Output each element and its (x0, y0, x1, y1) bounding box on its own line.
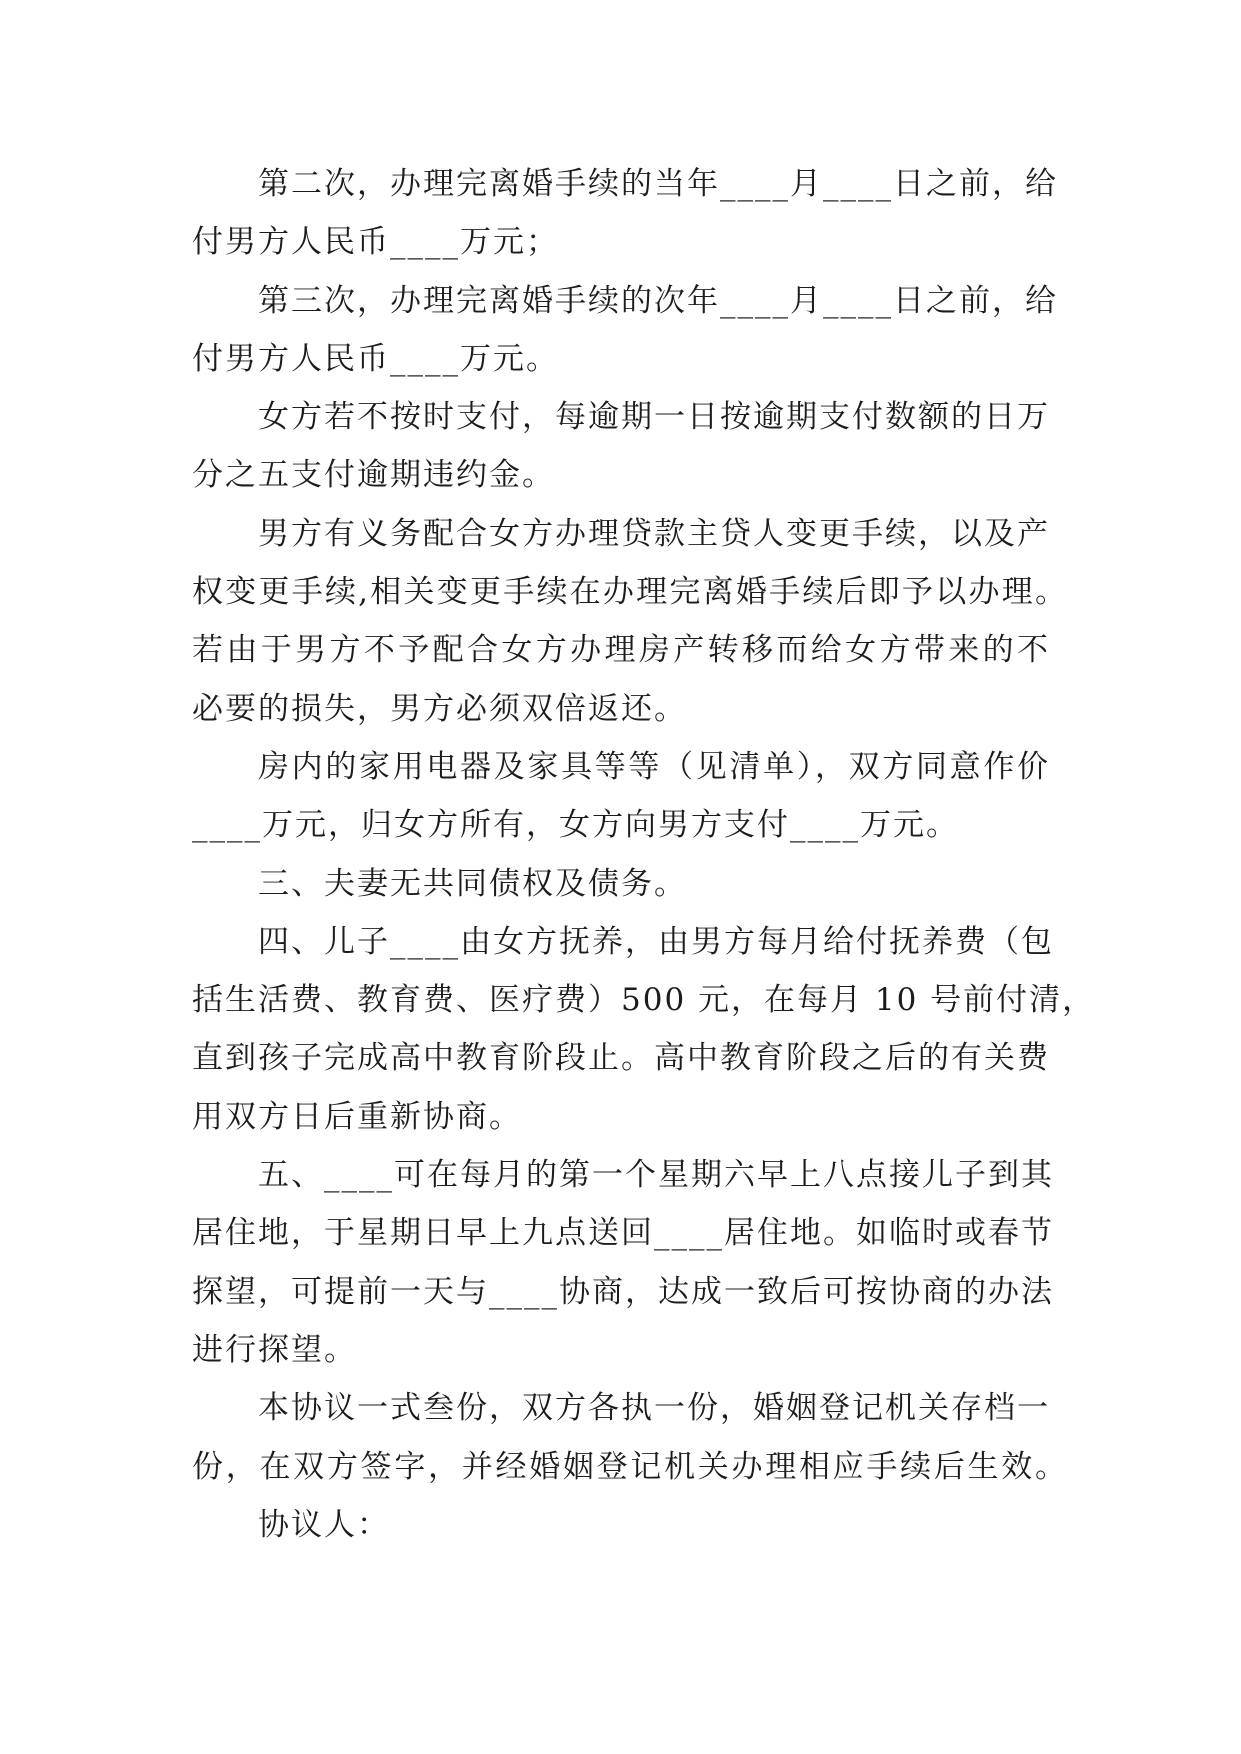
paragraph-line: 若由于男方不予配合女方办理房产转移而给女方带来的不 (192, 632, 1050, 669)
clause-visitation (192, 1146, 1054, 1379)
paragraph-line: 房内的家用电器及家具等等（见清单），双方同意作价 (258, 748, 1050, 785)
paragraph-line: 付男方人民币____万元。 (192, 340, 559, 377)
clause-appliances (192, 738, 1050, 855)
paragraph-line: 进行探望。 (192, 1331, 357, 1368)
paragraph-line: 女方若不按时支付，每逾期一日按逾期支付数额的日万 (258, 399, 1050, 436)
clause-debts (192, 855, 1050, 913)
paragraph-line: 第三次，办理完离婚手续的次年____月____日之前，给 (258, 282, 1058, 319)
paragraph-line: ____万元，归女方所有，女方向男方支付____万元。 (192, 807, 959, 844)
signatories-label (192, 1496, 1050, 1554)
paragraph-line: 四、儿子____由女方抚养，由男方每月给付抚养费（包 (258, 923, 1054, 960)
clause-child-custody (192, 913, 1096, 1146)
paragraph-line: 权变更手续,相关变更手续在办理完离婚手续后即予以办理。 (192, 574, 1068, 611)
paragraph-line: 必要的损失，男方必须双倍返还。 (192, 690, 687, 727)
paragraph-line: 本协议一式叁份，双方各执一份，婚姻登记机关存档一 (258, 1390, 1050, 1427)
document-body (192, 155, 1096, 1554)
paragraph-line: 居住地，于星期日早上九点送回____居住地。如临时或春节 (192, 1215, 1054, 1252)
paragraph-line: 直到孩子完成高中教育阶段止。高中教育阶段之后的有关费 (192, 1040, 1050, 1077)
paragraph-line: 协议人： (258, 1506, 390, 1543)
clause-copies-effectiveness (192, 1379, 1068, 1496)
clause-third-payment (192, 272, 1058, 389)
clause-second-payment (192, 155, 1058, 272)
paragraph-line: 男方有义务配合女方办理贷款主贷人变更手续，以及产 (258, 515, 1050, 552)
clause-late-penalty (192, 388, 1050, 505)
paragraph-line: 括生活费、教育费、医疗费）500 元，在每月 10 号前付清， (192, 982, 1096, 1019)
paragraph-line: 三、夫妻无共同债权及债务。 (258, 865, 687, 902)
paragraph-line: 份，在双方签字，并经婚姻登记机关办理相应手续后生效。 (192, 1448, 1068, 1485)
paragraph-line: 用双方日后重新协商。 (192, 1098, 522, 1135)
paragraph-line: 分之五支付逾期违约金。 (192, 457, 555, 494)
paragraph-line: 五、____可在每月的第一个星期六早上八点接儿子到其 (258, 1157, 1054, 1194)
paragraph-line: 第二次，办理完离婚手续的当年____月____日之前，给 (258, 166, 1058, 202)
paragraph-line: 付男方人民币____万元； (192, 224, 559, 261)
paragraph-line: 探望，可提前一天与____协商，达成一致后可按协商的办法 (192, 1273, 1054, 1310)
clause-transfer-cooperation (192, 505, 1068, 738)
